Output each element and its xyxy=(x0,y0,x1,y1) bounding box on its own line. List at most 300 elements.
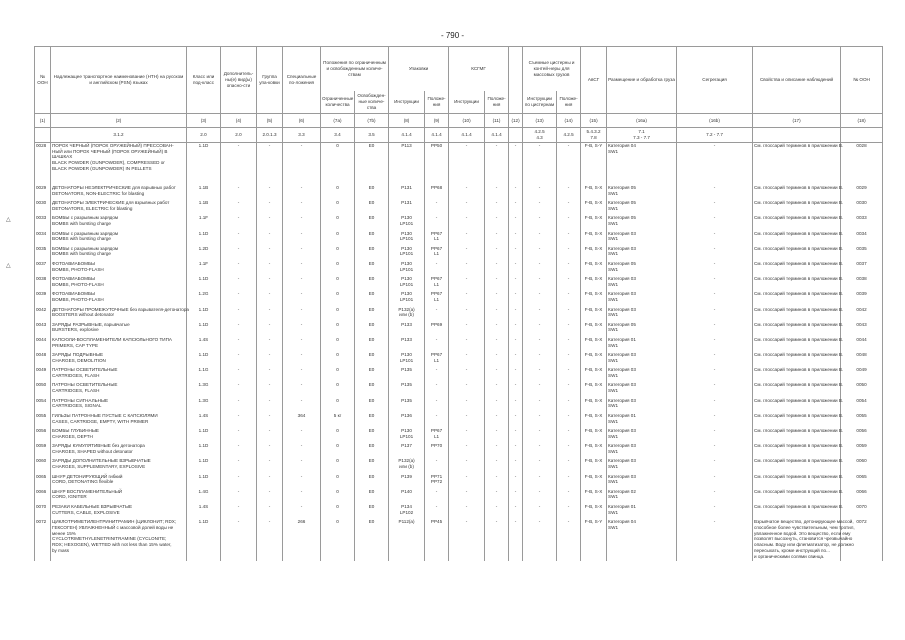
segregation: - xyxy=(677,291,753,306)
stowage-line: Категория 05 xyxy=(608,200,636,206)
properties xyxy=(753,321,844,337)
excepted-quantity: E0 xyxy=(355,143,389,186)
un-number: 0054 xyxy=(35,398,51,413)
shipping-name-line: ПАТРОНЫ ОСВЕТИТЕЛЬНЫЕ xyxy=(52,382,118,388)
ibc-instruction: - xyxy=(449,443,485,458)
ref-c16a-1: 7.1 xyxy=(638,129,645,135)
special-provisions: - xyxy=(283,443,321,458)
stowage-line: SW1 xyxy=(608,479,619,485)
packing-provision-line: PP67 xyxy=(430,291,443,297)
ibc-provision: - xyxy=(485,231,509,246)
ibc-provision: - xyxy=(485,185,509,200)
ref-c3: 2.0 xyxy=(187,128,221,143)
properties xyxy=(753,352,844,367)
stowage xyxy=(607,474,677,489)
subsidiary-hazard: - xyxy=(221,489,257,504)
ems: F-B, S-Y xyxy=(581,519,607,561)
column-number: (5) xyxy=(257,114,283,128)
un-number-right: 0066 xyxy=(841,489,883,504)
column-number: (7a) xyxy=(321,114,355,128)
limited-quantity: 0 xyxy=(321,185,355,200)
limited-quantity: 0 xyxy=(321,322,355,337)
class: 1.1F xyxy=(187,215,221,230)
ems: F-B, S-X xyxy=(581,291,607,306)
tank-instruction: - xyxy=(523,185,557,200)
special-provisions: - xyxy=(283,337,321,352)
properties-line: См. глоссарий терминов в приложении В. xyxy=(754,473,844,479)
ems: F-B, S-X xyxy=(581,231,607,246)
header-ibc-instructions: Инструкции xyxy=(449,91,485,114)
header-special-provisions: Специальные по-ложения xyxy=(283,47,321,114)
subsidiary-hazard: - xyxy=(221,337,257,352)
properties-line: См. глоссарий терминов в приложении В. xyxy=(754,336,844,342)
shipping-name xyxy=(51,489,187,504)
header-subsidiary-hazard: Дополнитель-ны(е) вид(ы) опасно-сти xyxy=(221,47,257,114)
stowage-line: SW1 xyxy=(608,266,619,272)
col-12: - xyxy=(509,413,523,428)
stowage-line: SW1 xyxy=(608,464,619,470)
tank-provision: - xyxy=(557,337,581,352)
packing-instruction xyxy=(389,398,425,413)
header-tank-provisions: Положе-ния xyxy=(557,91,581,114)
col-12: - xyxy=(509,504,523,519)
shipping-name-line: ДЕТОНАТОРЫ НЕЭЛЕКТРИЧЕСКИЕ для взрывных работ xyxy=(52,185,176,190)
tank-instruction: - xyxy=(523,382,557,397)
shipping-name-line: БОМБЫ с разрывным зарядом xyxy=(52,245,119,251)
packing-instruction-line: P130 xyxy=(401,352,412,358)
packing-instruction-line: или (b) xyxy=(399,312,414,318)
un-number: 0049 xyxy=(35,367,51,382)
limited-quantity: 0 xyxy=(321,337,355,352)
ibc-provision: - xyxy=(485,428,509,443)
special-provisions: - xyxy=(283,458,321,473)
ibc-instruction: - xyxy=(449,352,485,367)
header-packing-provisions: Положе-ния xyxy=(425,91,449,114)
stowage-line: SW1 xyxy=(608,388,619,394)
packing-provision xyxy=(425,504,449,519)
tank-provision: - xyxy=(557,200,581,215)
ibc-provision: - xyxy=(485,367,509,382)
packing-instruction-line: P112(a) xyxy=(398,519,415,525)
ems: F-B, S-X xyxy=(581,276,607,291)
packing-instruction-line: P130 xyxy=(401,230,412,236)
packing-instruction-line: P135 xyxy=(401,397,412,403)
ref-c7b: 3.5 xyxy=(355,128,389,143)
ibc-instruction: - xyxy=(449,504,485,519)
class: 1.1D xyxy=(187,231,221,246)
packing-instruction xyxy=(389,474,425,489)
properties-line: способное более чувствительным, чем тротил, xyxy=(754,524,855,530)
header-ibc-provisions: Положе-ния xyxy=(485,91,509,114)
shipping-name-line: ПАТРОНЫ СИГНАЛЬНЫЕ xyxy=(52,397,109,403)
segregation: - xyxy=(677,200,753,215)
ref-c7a: 3.4 xyxy=(321,128,355,143)
shipping-name-line: ФОТОАВИАБОМБЫ xyxy=(52,291,96,297)
excepted-quantity: E0 xyxy=(355,489,389,504)
col-12: - xyxy=(509,291,523,306)
properties xyxy=(753,276,844,291)
packing-instruction xyxy=(389,215,425,230)
special-provisions: - xyxy=(283,474,321,489)
ibc-provision: - xyxy=(485,413,509,428)
stowage-line: SW1 xyxy=(608,448,619,454)
excepted-quantity: E0 xyxy=(355,261,389,276)
ems: F-B, S-X xyxy=(581,246,607,261)
header-un-number-right: № ООН xyxy=(841,47,883,114)
packing-group: - xyxy=(257,143,283,186)
stowage xyxy=(607,261,677,276)
properties xyxy=(753,443,844,458)
packing-group: - xyxy=(257,307,283,322)
tank-instruction: - xyxy=(523,337,557,352)
packing-group: - xyxy=(257,352,283,367)
subsidiary-hazard: - xyxy=(221,398,257,413)
subsidiary-hazard: - xyxy=(221,185,257,200)
shipping-name-line: CASES, CARTRIDGE, EMPTY, WITH PRIMER xyxy=(52,418,149,424)
properties xyxy=(753,503,844,519)
excepted-quantity: E0 xyxy=(355,231,389,246)
tank-instruction: - xyxy=(523,246,557,261)
segregation: - xyxy=(677,352,753,367)
packing-provision-line: - xyxy=(435,488,438,494)
ibc-instruction: - xyxy=(449,519,485,561)
class: 1.4S xyxy=(187,413,221,428)
limited-quantity: 0 xyxy=(321,382,355,397)
properties-line: См. глоссарий терминов в приложении В. xyxy=(754,458,844,464)
shipping-name-line: БОМБЫ с разрывным зарядом xyxy=(52,215,119,221)
properties-line: См. глоссарий терминов в приложении В. xyxy=(754,352,844,358)
shipping-name xyxy=(51,352,187,367)
stowage-line: Категория 02 xyxy=(608,488,636,494)
packing-provision-line: L1 xyxy=(433,297,440,303)
ibc-provision: - xyxy=(485,200,509,215)
un-number: 0059 xyxy=(35,443,51,458)
packing-provision-line: PP70 xyxy=(430,443,443,449)
ibc-provision: - xyxy=(485,307,509,322)
shipping-name-line: БОМБЫ ГЛУБИННЫЕ xyxy=(52,428,99,433)
shipping-name xyxy=(51,413,187,428)
table-row xyxy=(35,443,883,458)
change-marker-icon: △ xyxy=(6,217,11,224)
class: 1.3G xyxy=(187,382,221,397)
tank-provision: - xyxy=(557,261,581,276)
column-numbers-row xyxy=(35,114,883,128)
packing-provision-line: - xyxy=(435,306,438,312)
ref-c15-1: 5.4.3.2 xyxy=(586,129,601,135)
ibc-instruction: - xyxy=(449,291,485,306)
packing-instruction-line: P132(a) xyxy=(398,306,415,312)
shipping-name-line: CORD, IGNITER xyxy=(52,494,87,500)
stowage-line: SW1 xyxy=(608,494,619,500)
tank-instruction: - xyxy=(523,352,557,367)
ems: F-B, S-X xyxy=(581,382,607,397)
shipping-name-line: by mass xyxy=(52,547,70,553)
properties-line: См. глоссарий терминов в приложении В. xyxy=(754,143,844,148)
tank-provision: - xyxy=(557,519,581,561)
ibc-instruction: - xyxy=(449,322,485,337)
properties xyxy=(753,215,844,230)
ibc-provision: - xyxy=(485,322,509,337)
limited-quantity: 0 xyxy=(321,143,355,186)
stowage xyxy=(607,143,677,186)
packing-instruction xyxy=(389,504,425,519)
packing-instruction-line: P130 xyxy=(401,260,412,266)
ref-c2: 3.1.2 xyxy=(51,128,187,143)
tank-instruction: - xyxy=(523,322,557,337)
packing-provision-line: PP72 xyxy=(430,479,443,485)
packing-instruction-line: P130 xyxy=(401,291,412,297)
shipping-name xyxy=(51,291,187,306)
un-number: 0060 xyxy=(35,458,51,473)
shipping-name xyxy=(51,143,187,186)
un-number: 0044 xyxy=(35,337,51,352)
shipping-name-line: BURSTERS, explosive xyxy=(52,327,99,333)
subsidiary-hazard: - xyxy=(221,322,257,337)
subsidiary-hazard: - xyxy=(221,428,257,443)
un-number-right: 0065 xyxy=(841,474,883,489)
tank-provision: - xyxy=(557,231,581,246)
ibc-instruction: - xyxy=(449,185,485,200)
stowage-line: SW1 xyxy=(608,403,619,409)
tank-instruction: - xyxy=(523,398,557,413)
class: 1.2G xyxy=(187,291,221,306)
un-number: 0033 xyxy=(35,215,51,230)
col-12: - xyxy=(509,307,523,322)
packing-group: - xyxy=(257,276,283,291)
stowage-line: Категория 01 xyxy=(608,412,636,418)
properties xyxy=(753,185,844,200)
shipping-name-line: BOMBS, PHOTO-FLASH xyxy=(52,281,104,287)
un-number: 0039 xyxy=(35,291,51,306)
packing-provision xyxy=(425,519,449,561)
shipping-name-line: CARTRIDGES, FLASH xyxy=(52,388,100,394)
tank-instruction: - xyxy=(523,474,557,489)
un-number-right: 0043 xyxy=(841,322,883,337)
ems: F-B, S-Y xyxy=(581,143,607,186)
packing-provision xyxy=(425,337,449,352)
un-number: 0072 xyxy=(35,519,51,561)
packing-group: - xyxy=(257,337,283,352)
ibc-provision: - xyxy=(485,276,509,291)
stowage-line: Категория 04 xyxy=(608,519,636,525)
subsidiary-hazard: - xyxy=(221,143,257,186)
properties xyxy=(753,291,844,306)
limited-quantity: 0 xyxy=(321,291,355,306)
ref-c15-2: 7.8 xyxy=(590,135,597,140)
stowage-line: SW1 xyxy=(608,372,619,378)
shipping-name-line: CORD, DETONATING flexible xyxy=(52,479,114,485)
shipping-name-line: BOMBS with bursting charge xyxy=(52,251,111,257)
shipping-name-line: DETONATORS, NON-ELECTRIC for blasting xyxy=(52,190,145,196)
tank-instruction: - xyxy=(523,231,557,246)
stowage-line: Категория 01 xyxy=(608,336,636,342)
packing-instruction-line: LP101 xyxy=(399,221,414,227)
stowage-line: SW1 xyxy=(608,190,619,196)
packing-group: - xyxy=(257,291,283,306)
table-row xyxy=(35,322,883,337)
shipping-name-line: БОМБЫ с разрывным зарядом xyxy=(52,230,119,236)
segregation: - xyxy=(677,489,753,504)
segregation: - xyxy=(677,382,753,397)
ibc-provision: - xyxy=(485,398,509,413)
packing-instruction xyxy=(389,367,425,382)
table-row xyxy=(35,398,883,413)
ibc-provision: - xyxy=(485,291,509,306)
subsidiary-hazard: - xyxy=(221,367,257,382)
un-number: 0029 xyxy=(35,185,51,200)
tank-provision: - xyxy=(557,474,581,489)
packing-instruction xyxy=(389,382,425,397)
properties xyxy=(753,397,844,413)
special-provisions: - xyxy=(283,200,321,215)
segregation: - xyxy=(677,337,753,352)
stowage xyxy=(607,519,677,561)
packing-group: - xyxy=(257,428,283,443)
ref-c8b: 4.1.4 xyxy=(425,128,449,143)
subsidiary-hazard: - xyxy=(221,215,257,230)
packing-provision xyxy=(425,352,449,367)
packing-group: - xyxy=(257,474,283,489)
properties-line: пересыхать, кроме инструкций по... xyxy=(754,547,830,553)
header-packing-instructions: Инструкции xyxy=(389,91,425,114)
tank-provision: - xyxy=(557,428,581,443)
stowage-line: SW1 xyxy=(608,221,619,227)
table-row xyxy=(35,215,883,230)
packing-group: - xyxy=(257,382,283,397)
header-ems: АвСГ xyxy=(581,47,607,114)
stowage xyxy=(607,443,677,458)
properties xyxy=(753,428,844,443)
stowage xyxy=(607,428,677,443)
properties-line: См. глоссарий терминов в приложении В. xyxy=(754,260,844,266)
ibc-provision: - xyxy=(485,352,509,367)
column-number: (16a) xyxy=(607,114,677,128)
properties-line: См. глоссарий терминов в приложении В. xyxy=(754,397,844,403)
table-row xyxy=(35,474,883,489)
stowage-line: Категория 03 xyxy=(608,245,636,251)
ibc-instruction: - xyxy=(449,143,485,186)
tank-provision: - xyxy=(557,291,581,306)
packing-instruction xyxy=(389,276,425,291)
header-packagings-group: Упаковки xyxy=(389,47,449,92)
shipping-name xyxy=(51,215,187,230)
stowage-line: SW1 xyxy=(608,342,619,348)
subsidiary-hazard: - xyxy=(221,291,257,306)
tank-provision: - xyxy=(557,367,581,382)
tank-instruction: - xyxy=(523,291,557,306)
table-row xyxy=(35,276,883,291)
shipping-name-line: ГИЛЬЗЫ ПАТРОННЫЕ ПУСТЫЕ С КАПСЮЛЯМИ xyxy=(52,412,158,418)
header-class: Класс или под-класс xyxy=(187,47,221,114)
properties-line: См. глоссарий терминов в приложении В. xyxy=(754,488,844,494)
properties xyxy=(753,382,844,397)
segregation: - xyxy=(677,231,753,246)
packing-instruction-line: LP101 xyxy=(399,236,414,242)
packing-provision xyxy=(425,231,449,246)
properties-line: См. глоссарий терминов в приложении В. xyxy=(754,428,844,433)
ref-c13b: 4.2.5 xyxy=(557,128,581,143)
stowage-line: SW1 xyxy=(608,357,619,363)
packing-group: - xyxy=(257,322,283,337)
header-limited-quantities-group: Положения по ограниченным и освобожденным количе-ствам xyxy=(321,47,389,92)
packing-instruction xyxy=(389,231,425,246)
special-provisions: - xyxy=(283,367,321,382)
packing-provision-line: - xyxy=(435,200,438,206)
tank-instruction: - xyxy=(523,276,557,291)
packing-group: - xyxy=(257,398,283,413)
table-row xyxy=(35,231,883,246)
col-12: - xyxy=(509,215,523,230)
ibc-instruction: - xyxy=(449,489,485,504)
packing-instruction xyxy=(389,352,425,367)
packing-provision-line: PP50 xyxy=(430,143,443,148)
table-row xyxy=(35,428,883,443)
ibc-provision: - xyxy=(485,382,509,397)
stowage-line: Категория 03 xyxy=(608,291,636,297)
packing-provision xyxy=(425,143,449,186)
un-number: 0065 xyxy=(35,474,51,489)
un-number: 0035 xyxy=(35,246,51,261)
properties xyxy=(753,412,844,428)
special-provisions: - xyxy=(283,291,321,306)
properties-line: См. глоссарий терминов в приложении В. xyxy=(754,412,844,418)
packing-instruction-line: P136 xyxy=(401,412,412,418)
packing-provision-line: - xyxy=(435,260,438,266)
subsidiary-hazard: - xyxy=(221,382,257,397)
un-number: 0066 xyxy=(35,489,51,504)
tank-instruction: - xyxy=(523,367,557,382)
shipping-name xyxy=(51,261,187,276)
packing-instruction xyxy=(389,428,425,443)
packing-provision xyxy=(425,200,449,215)
un-number-right: 0059 xyxy=(841,443,883,458)
packing-instruction xyxy=(389,246,425,261)
properties-line: и органическими солями свинца. xyxy=(754,553,825,559)
special-provisions: - xyxy=(283,504,321,519)
un-number-right: 0028 xyxy=(841,143,883,186)
shipping-name-line: CHARGES, DEMOLITION xyxy=(52,357,106,363)
special-provisions: - xyxy=(283,143,321,186)
stowage-line: Категория 03 xyxy=(608,352,636,358)
table-row xyxy=(35,185,883,200)
class: 1.1D xyxy=(187,458,221,473)
subsidiary-hazard: - xyxy=(221,261,257,276)
shipping-name xyxy=(51,504,187,519)
tank-provision: - xyxy=(557,307,581,322)
header-ibc-group: КСГМГ xyxy=(449,47,509,92)
tank-instruction: - xyxy=(523,307,557,322)
shipping-name-line: ШАШКАХ xyxy=(52,154,73,160)
packing-provision-line: PP67 xyxy=(430,245,443,251)
packing-instruction xyxy=(389,413,425,428)
packing-provision xyxy=(425,382,449,397)
packing-instruction-line: P133 xyxy=(401,336,412,342)
special-provisions: - xyxy=(283,246,321,261)
tank-provision: - xyxy=(557,504,581,519)
col-12: - xyxy=(509,231,523,246)
special-provisions: - xyxy=(283,261,321,276)
class: 1.1G xyxy=(187,367,221,382)
excepted-quantity: E0 xyxy=(355,246,389,261)
tank-instruction: - xyxy=(523,200,557,215)
packing-instruction-line: P135 xyxy=(401,382,412,388)
column-number: (15) xyxy=(581,114,607,128)
ref-c16b: 7.2 - 7.7 xyxy=(677,128,753,143)
packing-group: - xyxy=(257,367,283,382)
packing-group: - xyxy=(257,413,283,428)
ems: F-B, S-X xyxy=(581,352,607,367)
packing-provision-line: PP71 xyxy=(430,473,443,479)
